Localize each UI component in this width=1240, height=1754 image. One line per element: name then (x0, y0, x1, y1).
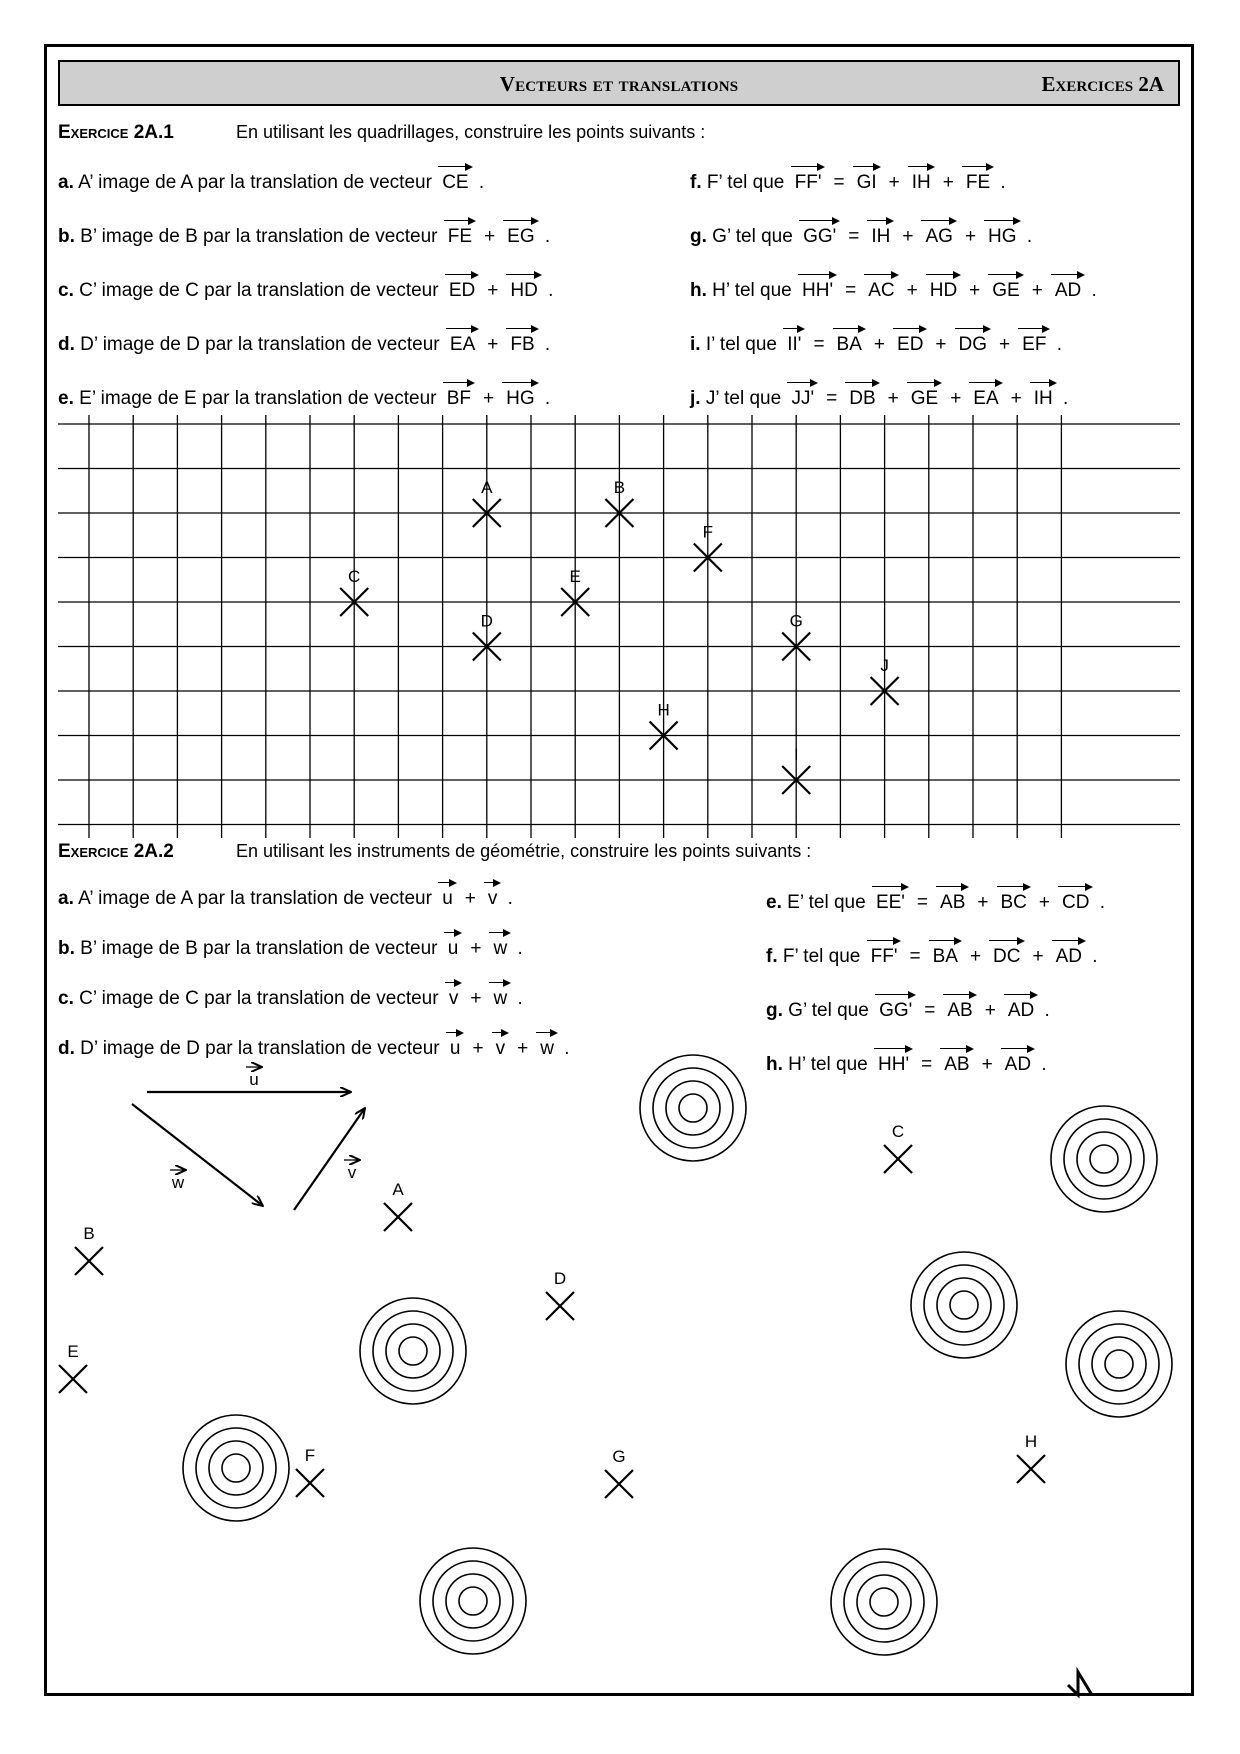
item-label: g. (766, 1000, 783, 1021)
vector-term-label: HD (929, 280, 958, 301)
item-text: H’ tel que (788, 1054, 868, 1075)
grid-point-label: B (613, 478, 626, 497)
item-text: H’ tel que (712, 280, 792, 301)
vector-term-label: BC (1000, 892, 1027, 913)
operator: + (464, 888, 476, 909)
vector-term-label: GI (856, 172, 877, 193)
operator: + (472, 1038, 484, 1059)
operator: + (887, 388, 899, 409)
vector-term-label: HG (506, 388, 535, 409)
geo-point-label: H (1024, 1432, 1038, 1451)
operator: + (470, 988, 482, 1009)
exercise-1-instruction: En utilisant les quadrillages, construire les points suivants : (236, 122, 706, 142)
exercise-item: b. B’ image de B par la translation de vecteur u + w . (58, 938, 523, 968)
vector-term-label: HG (988, 226, 1017, 247)
vector-term-label: w (540, 1038, 554, 1059)
grid-point-label: I (793, 745, 799, 764)
vector-term-label: EA (973, 388, 999, 409)
vector-term-label: IH (1033, 388, 1053, 409)
operator: + (1010, 388, 1022, 409)
concentric-circles-icon (911, 1252, 1017, 1358)
exercise-item: h. H’ tel que HH' = AB + AD . (766, 1054, 1047, 1084)
operator: = (924, 1000, 936, 1021)
vector-term-label: FB (510, 334, 535, 355)
item-label: e. (766, 892, 782, 913)
vector-term-label: AB (940, 892, 966, 913)
vector-term-label: DC (993, 946, 1021, 967)
vector-term-label: AB (944, 1054, 970, 1075)
geo-point-label: E (67, 1342, 79, 1361)
operator: + (902, 226, 914, 247)
exercise-item: e. E’ image de E par la translation de vecteur BF + HG . (58, 388, 550, 418)
exercise-1-number: Exercice 2A.1 (58, 122, 174, 143)
exercise-item: c. C’ image de C par la translation de vecteur v + w . (58, 988, 523, 1018)
operator: = (813, 334, 825, 355)
vector-term-label: AD (1055, 946, 1083, 967)
vector-lhs-label: FF' (870, 946, 898, 967)
exercise-2-number: Exercice 2A.2 (58, 841, 174, 862)
vector-term-label: CD (1062, 892, 1090, 913)
operator: + (981, 1054, 993, 1075)
concentric-circles-icon (640, 1055, 746, 1161)
item-text: J’ tel que (705, 388, 782, 409)
item-label: a. (58, 888, 74, 909)
vector-term-label: BA (836, 334, 862, 355)
exercise-item: e. E’ tel que EE' = AB + BC + CD . (766, 892, 1105, 922)
grid-point-label: J (880, 656, 889, 675)
vector-term-label: ED (897, 334, 924, 355)
operator: + (487, 334, 499, 355)
vector-term-label: IH (871, 226, 891, 247)
exercise-item: g. G’ tel que GG' = IH + AG + HG . (690, 226, 1032, 256)
item-text: D’ image de D par la translation de vecteur (80, 334, 440, 355)
grid-point-label: E (569, 567, 581, 586)
vector-term-label: DG (958, 334, 988, 355)
exercise-item: g. G’ tel que GG' = AB + AD . (766, 1000, 1050, 1030)
vector-term-label: FE (447, 226, 473, 247)
item-label: g. (690, 226, 707, 247)
item-label: d. (58, 334, 75, 355)
item-text: D’ image de D par la translation de vecteur (80, 1038, 440, 1059)
item-label: b. (58, 226, 75, 247)
vector-term-label: ED (448, 280, 476, 301)
vector-w-arrow (132, 1104, 263, 1206)
operator: + (1032, 946, 1044, 967)
operator: + (487, 280, 499, 301)
concentric-circles-icon (360, 1298, 466, 1404)
vector-term-label: EA (449, 334, 476, 355)
concentric-circles-icon (831, 1549, 937, 1655)
operator: + (470, 938, 482, 959)
grid-point-label: G (789, 611, 803, 631)
item-text: C’ image de C par la translation de vecteur (79, 280, 439, 301)
vector-term-label: v (487, 888, 498, 909)
item-label: b. (58, 938, 75, 959)
vector-lhs-label: HH' (802, 280, 834, 301)
item-text: B’ image de B par la translation de vecteur (80, 226, 438, 247)
operator: + (484, 226, 496, 247)
item-label: f. (766, 946, 778, 967)
item-text: E’ tel que (787, 892, 866, 913)
grid-point-label: F (702, 522, 713, 542)
operator: + (942, 172, 954, 193)
grid-point-label: D (480, 611, 493, 631)
exercise-item: f. F’ tel que FF' = GI + IH + FE . (690, 172, 1006, 202)
item-label: c. (58, 280, 74, 301)
geo-point-label: A (392, 1180, 404, 1199)
item-label: a. (58, 172, 74, 193)
vector-term-label: GE (910, 388, 939, 409)
item-label: i. (690, 334, 701, 355)
vector-w-label: w (171, 1173, 185, 1192)
operator: + (977, 892, 989, 913)
exercise-item: f. F’ tel que FF' = BA + DC + AD . (766, 946, 1098, 976)
vector-term-label: GE (992, 280, 1020, 301)
vector-term-label: EG (507, 226, 535, 247)
operator: + (1038, 892, 1051, 913)
exercise-item: b. B’ image de B par la translation de vecteur FE + EG . (58, 226, 550, 256)
vector-term-label: DB (849, 388, 876, 409)
vector-term-label: v (448, 988, 459, 1009)
operator: + (950, 388, 962, 409)
vector-term-label: u (447, 938, 459, 959)
concentric-circles-icon (1066, 1311, 1172, 1417)
vector-term-label: AG (925, 226, 953, 247)
operator: + (984, 1000, 996, 1021)
exercise-series-code: Exercices 2A (1041, 72, 1164, 96)
vector-term-label: EF (1022, 334, 1047, 355)
item-label: c. (58, 988, 74, 1009)
vector-term-label: BF (446, 388, 472, 409)
vector-term-label: u (449, 1038, 461, 1059)
item-text: G’ tel que (712, 226, 793, 247)
operator: = (916, 892, 929, 913)
operator: + (969, 280, 981, 301)
item-label: j. (690, 388, 701, 409)
geo-point-label: G (612, 1447, 626, 1466)
operator: + (888, 172, 900, 193)
item-label: h. (766, 1054, 783, 1075)
vector-term-label: w (493, 988, 508, 1009)
operator: + (873, 334, 886, 355)
vector-lhs-label: GG' (803, 226, 837, 247)
item-label: f. (690, 172, 702, 193)
exercise-item: a. A’ image de A par la translation de vecteur CE . (58, 172, 484, 202)
operator: = (833, 172, 845, 193)
vector-lhs-label: HH' (878, 1054, 910, 1075)
vector-v-label: v (347, 1163, 357, 1182)
item-label: e. (58, 388, 74, 409)
vector-term-label: BA (932, 946, 958, 967)
item-text: F’ tel que (706, 172, 785, 193)
grid-point-label: H (657, 700, 670, 720)
vector-term-label: u (442, 888, 453, 909)
item-label: d. (58, 1038, 75, 1059)
geo-point-label: C (891, 1122, 905, 1141)
operator: = (826, 388, 838, 409)
vector-lhs-label: JJ' (791, 388, 815, 409)
item-text: E’ image de E par la translation de vecteur (79, 388, 437, 409)
item-text: C’ image de C par la translation de vecteur (79, 988, 439, 1009)
exercise-item: h. H’ tel que HH' = AC + HD + GE + AD . (690, 280, 1097, 310)
grid-point-label: A (481, 478, 493, 497)
operator: + (906, 280, 918, 301)
operator: + (1031, 280, 1043, 301)
vector-v-arrow (294, 1108, 365, 1210)
operator: + (517, 1038, 529, 1059)
operator: = (909, 946, 921, 967)
vector-term-label: AD (1054, 280, 1082, 301)
vector-term-label: FE (965, 172, 991, 193)
exercise-item: i. I’ tel que II' = BA + ED + DG + EF . (690, 334, 1062, 364)
geo-point-label: B (83, 1224, 95, 1243)
item-text: B’ image de B par la translation de vecteur (80, 938, 438, 959)
operator: + (999, 334, 1011, 355)
vector-term-label: AD (1004, 1054, 1032, 1075)
item-text: F’ tel que (782, 946, 861, 967)
vector-lhs-label: GG' (879, 1000, 913, 1021)
exercise-item: c. C’ image de C par la translation de vecteur ED + HD . (58, 280, 553, 310)
exercise-item: j. J’ tel que JJ' = DB + GE + EA + IH . (690, 388, 1068, 418)
item-text: G’ tel que (788, 1000, 869, 1021)
concentric-circles-icon (183, 1415, 289, 1521)
operator: + (964, 226, 977, 247)
operator: + (969, 946, 982, 967)
vector-lhs-label: FF' (794, 172, 822, 193)
item-label: h. (690, 280, 707, 301)
exercise-item: d. D’ image de D par la translation de vecteur EA + FB . (58, 334, 550, 364)
exercise-item: d. D’ image de D par la translation de vecteur u + v + w . (58, 1038, 569, 1068)
geo-point-label: F (304, 1446, 316, 1465)
vector-u-label: u (249, 1070, 259, 1089)
vector-lhs-label: II' (787, 334, 802, 355)
page-title: Vecteurs et translations (499, 72, 739, 96)
vector-term-label: IH (911, 172, 931, 193)
operator: = (921, 1054, 933, 1075)
vector-term-label: w (493, 938, 508, 959)
operator: = (845, 280, 857, 301)
item-text: I’ tel que (705, 334, 777, 355)
vector-lhs-label: EE' (875, 892, 905, 913)
vector-term-label: HD (510, 280, 538, 301)
operator: + (935, 334, 947, 355)
vector-term-label: AD (1007, 1000, 1035, 1021)
vector-term-label: AC (868, 280, 895, 301)
item-text: A’ image de A par la translation de vecteur (78, 888, 432, 909)
exercise-item: a. A’ image de A par la translation de vecteur u + v . (58, 888, 513, 918)
vector-term-label: v (495, 1038, 506, 1059)
item-text: A’ image de A par la translation de vecteur (78, 172, 432, 193)
grid-point-label: C (348, 567, 361, 586)
vector-term-label: CE (442, 172, 469, 193)
geo-point-label: D (553, 1269, 567, 1288)
concentric-circles-icon (1051, 1106, 1157, 1212)
operator: = (848, 226, 860, 247)
operator: + (483, 388, 495, 409)
vector-term-label: AB (947, 1000, 973, 1021)
exercise-2-instruction: En utilisant les instruments de géométrie, construire les points suivants : (236, 841, 812, 861)
concentric-circles-icon (420, 1548, 526, 1654)
